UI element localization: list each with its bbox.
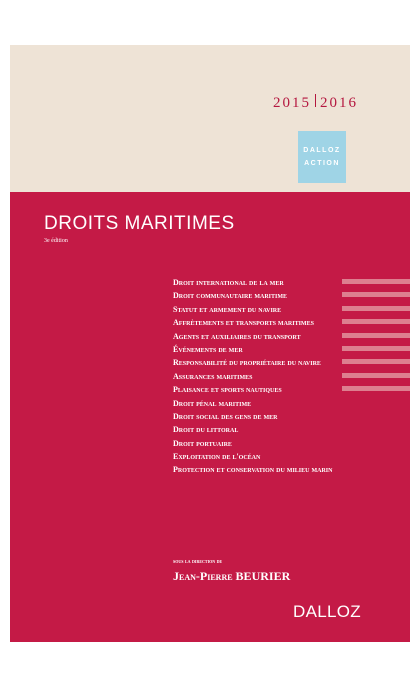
badge-line-1: DALLOZ: [303, 147, 341, 154]
cover-top-band: [10, 45, 410, 192]
year-divider: [315, 94, 316, 107]
topic-item: Droit portuaire: [173, 438, 232, 448]
direction-label: sous la direction de: [173, 559, 223, 565]
topic-item: Droit communautaire maritime: [173, 291, 287, 301]
topic-item: Droit pénal maritime: [173, 398, 252, 408]
badge-line-2: ACTION: [304, 160, 340, 167]
topic-item: Droit du littoral: [173, 425, 239, 435]
topic-item: Droit social des gens de mer: [173, 411, 278, 421]
cover-red-panel: [10, 192, 410, 642]
topic-item: Droit international de la mer: [173, 278, 284, 287]
dalloz-action-badge: [298, 131, 346, 183]
publisher-logo: DALLOZ: [293, 602, 361, 621]
year-end: 2016: [320, 95, 358, 111]
edition-years: [273, 94, 358, 112]
author-name: Jean-Pierre BEURIER: [173, 569, 291, 583]
decorative-stripes: [342, 279, 410, 400]
stripe: [342, 386, 410, 391]
stripe: [342, 373, 410, 378]
topic-item: Responsabilité du propriétaire du navire: [173, 358, 321, 368]
topic-item: Exploitation de l'océan: [173, 452, 261, 462]
stripe: [342, 359, 410, 364]
book-cover: [10, 45, 410, 642]
stripe: [342, 333, 410, 338]
topic-list: [173, 276, 332, 477]
topic-item: Événements de mer: [173, 344, 243, 354]
stripe: [342, 292, 410, 297]
stripe: [342, 319, 410, 324]
topic-item: Assurances maritimes: [173, 371, 253, 381]
topic-item: Protection et conservation du milieu marin: [173, 465, 333, 475]
stripe: [342, 306, 410, 311]
edition-label: 3e édition: [44, 238, 68, 244]
stripe: [342, 279, 410, 284]
topic-item: Plaisance et sports nautiques: [173, 385, 282, 395]
topic-item: Affrètements et transports maritimes: [173, 318, 314, 328]
stripe: [342, 346, 410, 351]
book-title: DROITS MARITIMES: [44, 213, 235, 234]
topic-item: Statut et armement du navire: [173, 304, 282, 314]
topic-item: Agents et auxiliaires du transport: [173, 331, 301, 341]
year-start: 2015: [273, 95, 311, 111]
